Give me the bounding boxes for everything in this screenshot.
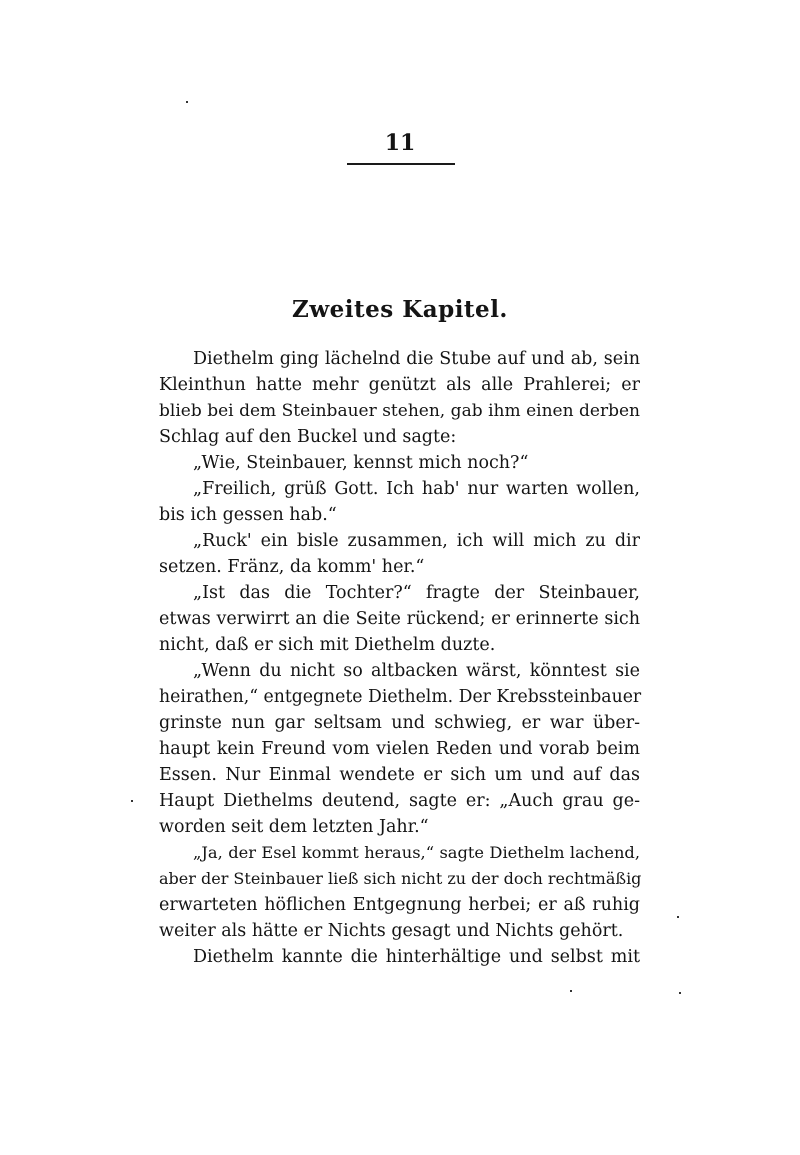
text-line: „Ruck' ein bisle zusammen, ich will mich zu dir xyxy=(193,531,640,551)
text-line: haupt kein Freund vom vielen Reden und vorab beim xyxy=(159,739,640,759)
text-line: „Ja, der Esel kommt heraus,“ sagte Diethelm lachend, xyxy=(193,843,640,862)
text-line: Kleinthun hatte mehr genützt als alle Prahlerei; er xyxy=(159,375,640,395)
text-line: Haupt Diethelms deutend, sagte er: „Auch grau ge- xyxy=(159,791,640,811)
header-rule xyxy=(347,163,455,165)
text-line: „Freilich, grüß Gott. Ich hab' nur warten wollen, xyxy=(193,479,640,499)
scan-speck xyxy=(570,990,572,992)
text-line: Diethelm kannte die hinterhältige und selbst mit xyxy=(193,947,640,967)
chapter-title: Zweites Kapitel. xyxy=(292,296,508,323)
text-line: aber der Steinbauer ließ sich nicht zu der doch rechtmäßig xyxy=(159,869,642,888)
text-line: nicht, daß er sich mit Diethelm duzte. xyxy=(159,635,496,655)
body-text xyxy=(159,346,640,970)
page-number: 11 xyxy=(384,130,416,156)
scan-speck xyxy=(186,101,188,103)
text-line: „Wenn du nicht so altbacken wärst, könntest sie xyxy=(193,661,640,681)
scan-speck xyxy=(679,992,681,994)
scan-speck xyxy=(131,800,133,802)
text-line: setzen. Fränz, da komm' her.“ xyxy=(159,557,425,577)
text-line: weiter als hätte er Nichts gesagt und Nichts gehört. xyxy=(159,921,624,941)
text-line: Schlag auf den Buckel und sagte: xyxy=(159,427,457,447)
text-line: etwas verwirrt an die Seite rückend; er erinnerte sich xyxy=(159,609,640,629)
text-line: „Ist das die Tochter?“ fragte der Steinbauer, xyxy=(193,583,640,603)
text-line: heirathen,“ entgegnete Diethelm. Der Krebssteinbauer xyxy=(159,687,642,707)
scan-speck xyxy=(677,916,679,918)
text-line: erwarteten höflichen Entgegnung herbei; er aß ruhig xyxy=(159,895,640,915)
text-line: bis ich gessen hab.“ xyxy=(159,505,337,525)
text-line: Essen. Nur Einmal wendete er sich um und auf das xyxy=(159,765,640,785)
text-line: Diethelm ging lächelnd die Stube auf und ab, sein xyxy=(193,349,640,369)
text-line: grinste nun gar seltsam und schwieg, er war über- xyxy=(159,713,640,733)
text-line: blieb bei dem Steinbauer stehen, gab ihm einen derben xyxy=(159,401,640,421)
text-line: worden seit dem letzten Jahr.“ xyxy=(159,817,429,837)
text-line: „Wie, Steinbauer, kennst mich noch?“ xyxy=(193,453,529,473)
